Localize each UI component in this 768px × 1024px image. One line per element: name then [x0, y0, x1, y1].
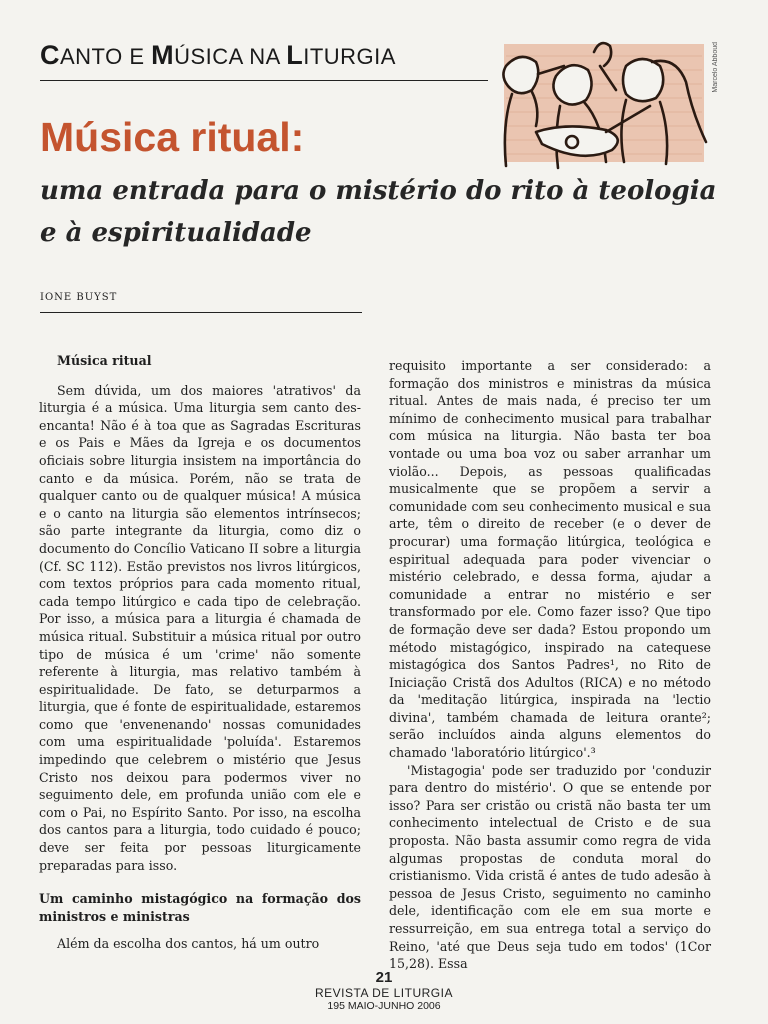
paragraph: Além da escolha dos cantos, há um outro [57, 936, 320, 952]
article-title: Música ritual: [40, 114, 305, 160]
page-number: 21 [375, 969, 393, 986]
musicians-illustration [476, 36, 724, 176]
author-name: IONE BUYST [40, 292, 118, 303]
paragraph: Sem dúvida, um dos maiores 'atrativos' da liturgia é a música. Uma liturgia sem canto des-encanta! Não é à toa que as Sagradas Escrituras e os Pais e Mães da Igreja e os documentos oficiais sobre liturgia insistem na importância do canto e da música. Porém, não se trata de qualquer canto ou de qualquer música! A música e o canto na liturgia são elementos intrínsecos; são parte integrante da liturgia, como diz o documento do Concílio Vaticano II sobre a liturgia (Cf. SC 112). Estão previstos nos livros litúrgicos, com textos próprios para cada momento ritual, cada tempo litúrgico e cada tipo de celebração. Por isso, a música para a liturgia é chamada de música ritual. Substituir a música ritual por outro tipo de música é um 'crime' não somente referente à liturgia, mas relativo também à espiritualidade. De fato, se deturparmos a liturgia, que é fonte de espiritualidade, estaremos como que 'envenenando' nossas comunidades com uma espiritualidade 'poluída'. Estaremos impedindo que celebrem o mistério que Jesus Cristo nos deixou para podermos viver no seguimento dele, em profunda união com ele e com o Pai, no Espírito Santo. Por isso, na escolha dos cantos para a liturgia, todo cuidado é pouco; deve ser feita por pessoas liturgicamente preparadas para isso. [39, 382, 361, 873]
section-header: CANTO E MÚSICA NA LITURGIA [40, 40, 396, 70]
journal-name: REVISTA DE LITURGIA [315, 986, 453, 1000]
paragraph: 'Mistagogia' pode ser traduzido por 'conduzir para dentro do mistério'. O que se entende por isso? Para ser cristão ou cristã não basta ter um conhecimento intelectual de Cristo e de sua proposta. Não basta assumir como regra de vida algumas propostas de conduta moral do cristianismo. Vida cristã é antes de tudo adesão à pessoa de Jesus Cristo, seguimento no caminho dele, identificação com ele em sua morte e ressurreição, em sua entrega total a serviço do Reino, 'até que Deus seja tudo em todos' (1Cor 15,28). Essa [389, 762, 711, 972]
article-subtitle: uma entrada para o mistério do rito à teologia e à espiritualidade [40, 176, 717, 248]
left-column [39, 352, 361, 953]
page-footer [0, 970, 768, 1013]
paragraph: requisito importante a ser considerado: a formação dos ministros e ministras da música ritual. Antes de mais nada, é preciso ter um mínimo de conhecimento musical para trabalhar com música na liturgia. Não basta ter boa vontade ou uma boa voz ou saber arranhar um violão... Depois, as pessoas qualificadas musicalmente que se propõem a servir a comunidade com seu conhecimento musical e sua arte, têm o direito de receber (e o dever de procurar) uma formação litúrgica, teológica e espiritual adequada para poder vivenciar o mistério celebrado, e dessa forma, ajudar a comunidade a entrar no mistério e ser transformado por ele. Como fazer isso? Que tipo de formação deve ser dada? Estou propondo um método mistagógico, inspirado na catequese mistagógica dos Santos Padres¹, no Rito de Iniciação Cristã dos Adultos (RICA) e no método da 'meditação litúrgica, inspirada na 'lectio divina', também chamada de leitura orante²; serão incluídos ainda alguns elementos do chamado 'laboratório litúrgico'.³ [389, 358, 711, 761]
author-rule [40, 312, 362, 313]
section-heading: Um caminho mistagógico na formação dos ministros e ministras [39, 891, 361, 924]
header-rule [40, 80, 488, 81]
section-heading: Música ritual [57, 353, 152, 368]
artist-credit: Marcelo Abboud [712, 42, 719, 93]
right-column [389, 357, 711, 973]
issue-info: 195 MAIO-JUNHO 2006 [327, 1000, 441, 1012]
